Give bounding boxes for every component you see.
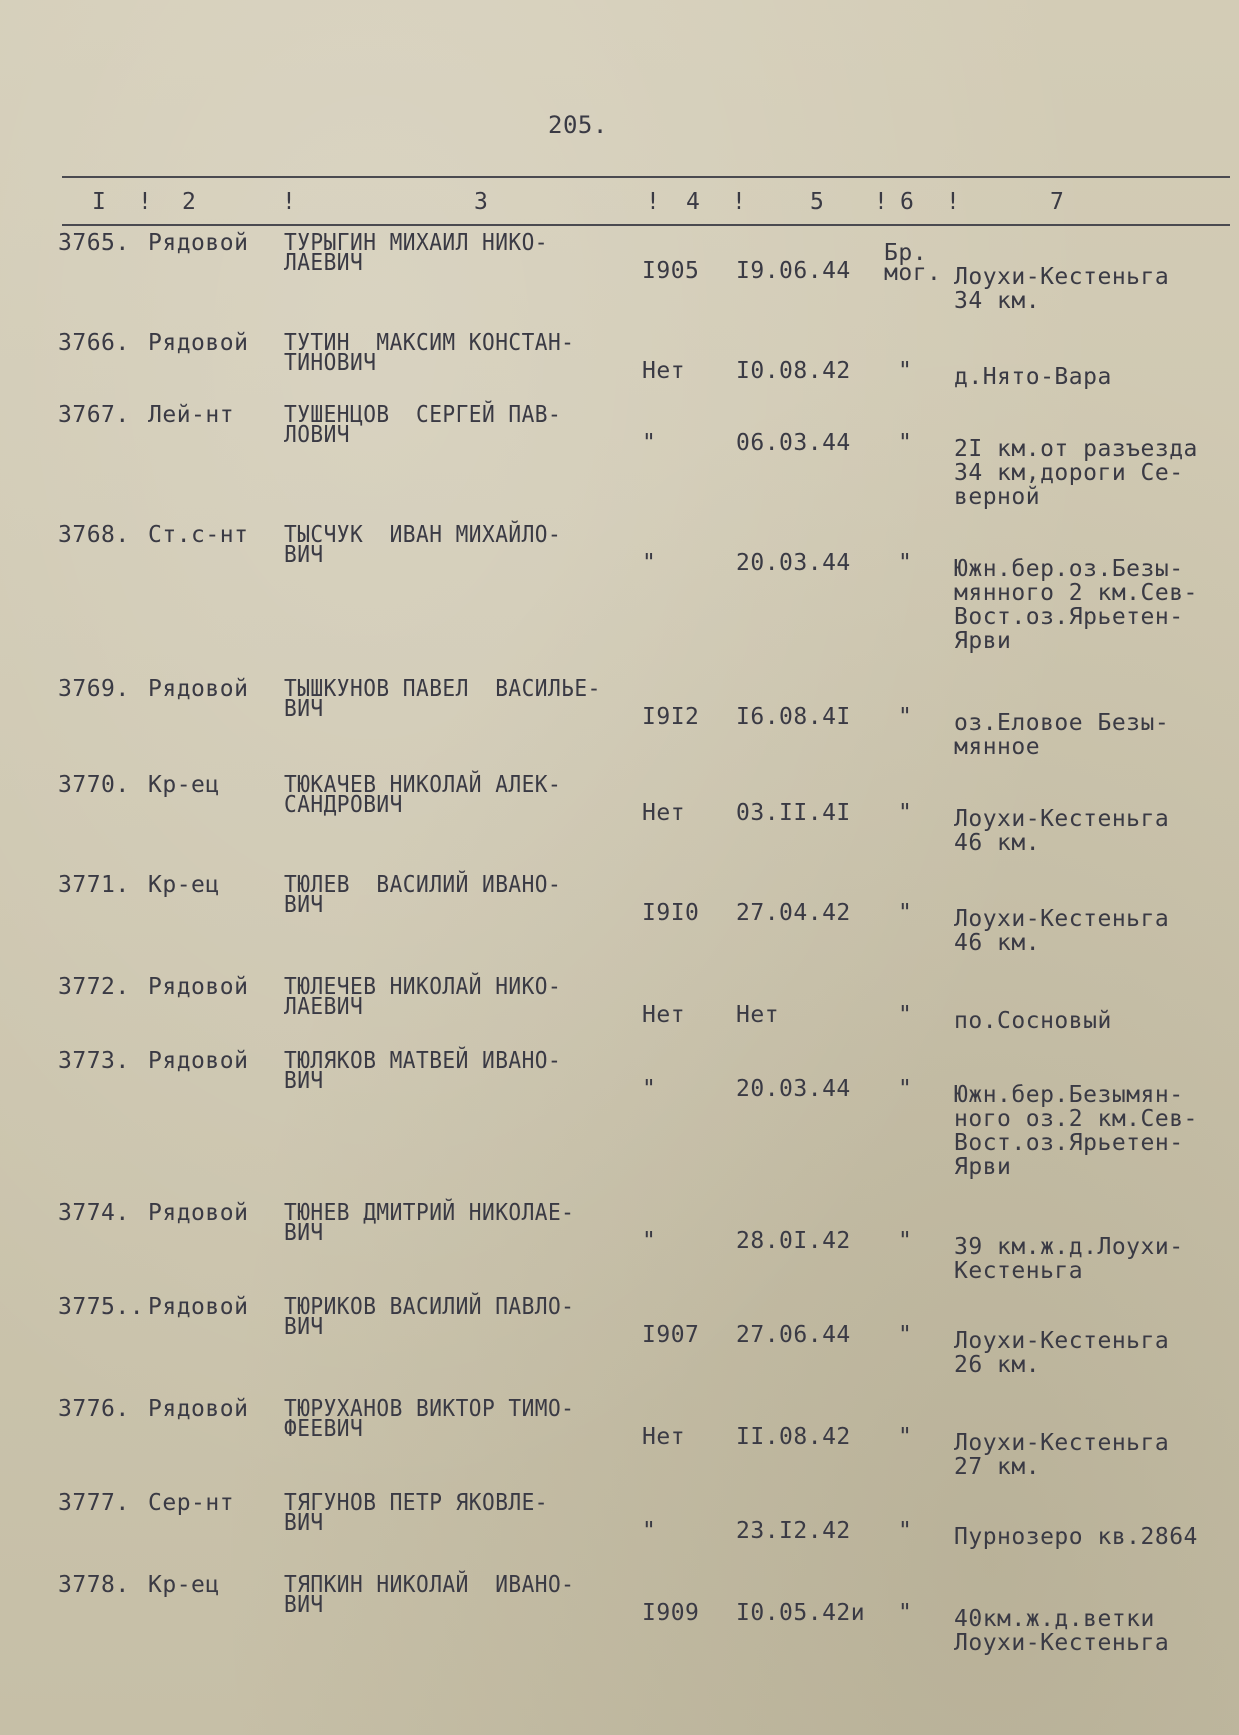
- entry-burial-place-line-3: Вост.оз.Ярьетен-: [954, 604, 1184, 630]
- entry-death-date: I6.08.4I: [736, 704, 851, 730]
- entry-burial-place-line-1: по.Сосновый: [954, 1008, 1112, 1034]
- entry-birth-year: I905: [642, 258, 700, 284]
- header-sep: !: [874, 189, 889, 215]
- header-sep: !: [646, 189, 661, 215]
- entry-burial-place-line-2: мянное: [954, 734, 1041, 760]
- entry-burial-place-line-1: Южн.бер.Безымян-: [954, 1082, 1184, 1108]
- entry-number: 3768.: [58, 522, 130, 548]
- entry-burial-place-line-1: 40км.ж.д.ветки: [954, 1606, 1155, 1632]
- entry-burial-place-line-1: Лоухи-Кестеньга: [954, 264, 1170, 290]
- header-rule-bottom: [62, 224, 1230, 226]
- entry-burial-place-line-4: Ярви: [954, 628, 1012, 654]
- entry-number: 3769.: [58, 676, 130, 702]
- entry-name-line-1: ТЮЛЯКОВ МАТВЕЙ ИВАНО-: [284, 1048, 562, 1074]
- entry-rank: Ст.с-нт: [148, 522, 249, 548]
- entry-rank: Рядовой: [148, 1396, 249, 1422]
- entry-name-line-1: ТЮРИКОВ ВАСИЛИЙ ПАВЛО-: [284, 1294, 575, 1320]
- entry-number: 3770.: [58, 772, 130, 798]
- entry-birth-year: I907: [642, 1322, 700, 1348]
- entry-number: 3766.: [58, 330, 130, 356]
- entry-birth-year: ": [642, 550, 657, 576]
- entry-number: 3765.: [58, 230, 130, 256]
- entry-name-line-2: ВИЧ: [284, 1314, 324, 1340]
- entry-number: 3771.: [58, 872, 130, 898]
- entry-number: 3777.: [58, 1490, 130, 1516]
- entry-name-line-2: ВИЧ: [284, 1220, 324, 1246]
- entry-name-line-2: ВИЧ: [284, 542, 324, 568]
- entry-number: 3767.: [58, 402, 130, 428]
- header-col-7: 7: [1050, 189, 1065, 215]
- entry-grave: ": [898, 1322, 913, 1348]
- entry-grave: ": [898, 1228, 913, 1254]
- entry-name-line-2: ВИЧ: [284, 1068, 324, 1094]
- entry-burial-place-line-2: Кестеньга: [954, 1258, 1084, 1284]
- entry-rank: Рядовой: [148, 330, 249, 356]
- entry-burial-place-line-1: Лоухи-Кестеньга: [954, 1328, 1170, 1354]
- entry-death-date: 27.06.44: [736, 1322, 851, 1348]
- entry-death-date: 20.03.44: [736, 550, 851, 576]
- entry-rank: Кр-ец: [148, 872, 220, 898]
- entry-rank: Рядовой: [148, 676, 249, 702]
- entry-birth-year: Нет: [642, 800, 686, 826]
- entry-grave: ": [898, 900, 913, 926]
- entry-grave: ": [898, 550, 913, 576]
- entry-burial-place-line-3: верной: [954, 484, 1041, 510]
- entry-birth-year: Нет: [642, 358, 686, 384]
- entry-name-line-2: ЛАЕВИЧ: [284, 250, 364, 276]
- entry-burial-place-line-2: 26 км.: [954, 1352, 1041, 1378]
- header-col-5: 5: [810, 189, 825, 215]
- entry-rank: Рядовой: [148, 1294, 249, 1320]
- entry-name-line-2: ЛАЕВИЧ: [284, 994, 364, 1020]
- entry-death-date: I0.08.42: [736, 358, 851, 384]
- entry-burial-place-line-1: Южн.бер.оз.Безы-: [954, 556, 1184, 582]
- header-sep: !: [138, 189, 153, 215]
- header-sep: !: [946, 189, 961, 215]
- entry-name-line-1: ТЯПКИН НИКОЛАЙ ИВАНО-: [284, 1572, 575, 1598]
- entry-name-line-1: ТУРЫГИН МИХАИЛ НИКО-: [284, 230, 548, 256]
- entry-name-line-2: ТИНОВИЧ: [284, 350, 377, 376]
- entry-name-line-2: ВИЧ: [284, 1592, 324, 1618]
- entry-death-date: 06.03.44: [736, 430, 851, 456]
- entry-name-line-1: ТЮРУХАНОВ ВИКТОР ТИМО-: [284, 1396, 575, 1422]
- entry-number: 3778.: [58, 1572, 130, 1598]
- entry-burial-place-line-4: Ярви: [954, 1154, 1012, 1180]
- entry-death-date: 27.04.42: [736, 900, 851, 926]
- header-col-6: 6: [900, 189, 915, 215]
- entry-grave: ": [898, 800, 913, 826]
- entry-grave: ": [898, 1518, 913, 1544]
- entry-burial-place-line-2: мянного 2 км.Сев-: [954, 580, 1198, 606]
- entry-rank: Рядовой: [148, 1200, 249, 1226]
- entry-death-date: 28.0I.42: [736, 1228, 851, 1254]
- entry-death-date: I0.05.42и: [736, 1600, 866, 1626]
- header-col-1: I: [92, 189, 107, 215]
- entry-grave: ": [898, 430, 913, 456]
- header-sep: !: [282, 189, 297, 215]
- entry-death-date: I9.06.44: [736, 258, 851, 284]
- entry-name-line-1: ТЮНЕВ ДМИТРИЙ НИКОЛАЕ-: [284, 1200, 575, 1226]
- entry-name-line-1: ТЮЛЕВ ВАСИЛИЙ ИВАНО-: [284, 872, 562, 898]
- entry-burial-place-line-2: ного оз.2 км.Сев-: [954, 1106, 1198, 1132]
- entry-death-date: 03.II.4I: [736, 800, 851, 826]
- entry-grave-line-1: Бр.: [884, 240, 928, 266]
- entry-grave-line-2: мог.: [884, 260, 942, 286]
- entry-birth-year: Нет: [642, 1424, 686, 1450]
- entry-burial-place-line-1: Лоухи-Кестеньга: [954, 806, 1170, 832]
- entry-number: 3773.: [58, 1048, 130, 1074]
- entry-grave: ": [898, 358, 913, 384]
- entry-birth-year: ": [642, 430, 657, 456]
- entry-birth-year: I909: [642, 1600, 700, 1626]
- entry-rank: Кр-ец: [148, 1572, 220, 1598]
- entry-number: 3776.: [58, 1396, 130, 1422]
- entry-birth-year: ": [642, 1076, 657, 1102]
- entry-burial-place-line-3: Вост.оз.Ярьетен-: [954, 1130, 1184, 1156]
- entry-name-line-1: ТЮЛЕЧЕВ НИКОЛАЙ НИКО-: [284, 974, 562, 1000]
- entry-birth-year: ": [642, 1228, 657, 1254]
- entry-burial-place-line-1: 2I км.от разъезда: [954, 436, 1198, 462]
- header-sep: !: [732, 189, 747, 215]
- entry-name-line-1: ТЫСЧУК ИВАН МИХАЙЛО-: [284, 522, 562, 548]
- entry-name-line-1: ТЯГУНОВ ПЕТР ЯКОВЛЕ-: [284, 1490, 548, 1516]
- header-col-3: 3: [474, 189, 489, 215]
- entry-rank: Рядовой: [148, 230, 249, 256]
- header-col-2: 2: [182, 189, 197, 215]
- entry-birth-year: I9I2: [642, 704, 700, 730]
- entry-name-line-1: ТЫШКУНОВ ПАВЕЛ ВАСИЛЬЕ-: [284, 676, 601, 702]
- entry-name-line-2: ВИЧ: [284, 892, 324, 918]
- entry-burial-place-line-1: Лоухи-Кестеньга: [954, 906, 1170, 932]
- entry-death-date: 20.03.44: [736, 1076, 851, 1102]
- entry-rank: Рядовой: [148, 1048, 249, 1074]
- entry-rank: Кр-ец: [148, 772, 220, 798]
- entry-grave: ": [898, 1424, 913, 1450]
- entry-death-date: 23.I2.42: [736, 1518, 851, 1544]
- entry-burial-place-line-2: 46 км.: [954, 930, 1041, 956]
- entry-grave: ": [898, 1076, 913, 1102]
- entry-burial-place-line-1: Пурнозеро кв.2864: [954, 1524, 1198, 1550]
- entry-burial-place-line-1: оз.Еловое Безы-: [954, 710, 1170, 736]
- entry-name-line-1: ТУТИН МАКСИМ КОНСТАН-: [284, 330, 575, 356]
- entry-burial-place-line-2: 34 км,дороги Се-: [954, 460, 1184, 486]
- page-number: 205.: [548, 111, 608, 139]
- entry-grave: ": [898, 1002, 913, 1028]
- entry-burial-place-line-2: 34 км.: [954, 288, 1041, 314]
- entry-number: 3775..: [58, 1294, 145, 1320]
- entry-name-line-2: САНДРОВИЧ: [284, 792, 403, 818]
- entry-death-date: II.08.42: [736, 1424, 851, 1450]
- entry-rank: Рядовой: [148, 974, 249, 1000]
- entry-name-line-2: ВИЧ: [284, 1510, 324, 1536]
- entry-birth-year: Нет: [642, 1002, 686, 1028]
- entry-number: 3774.: [58, 1200, 130, 1226]
- entry-name-line-2: ВИЧ: [284, 696, 324, 722]
- entry-name-line-1: ТУШЕНЦОВ СЕРГЕЙ ПАВ-: [284, 402, 562, 428]
- entry-death-date: Нет: [736, 1002, 780, 1028]
- entry-burial-place-line-1: Лоухи-Кестеньга: [954, 1430, 1170, 1456]
- entry-burial-place-line-2: 27 км.: [954, 1454, 1041, 1480]
- entry-birth-year: ": [642, 1518, 657, 1544]
- entry-name-line-2: ЛОВИЧ: [284, 422, 351, 448]
- entry-grave: ": [898, 704, 913, 730]
- entry-number: 3772.: [58, 974, 130, 1000]
- entry-burial-place-line-2: 46 км.: [954, 830, 1041, 856]
- entry-burial-place-line-2: Лоухи-Кестеньга: [954, 1630, 1170, 1656]
- entry-rank: Сер-нт: [148, 1490, 235, 1516]
- entry-grave: ": [898, 1600, 913, 1626]
- entry-burial-place-line-1: 39 км.ж.д.Лоухи-: [954, 1234, 1184, 1260]
- entry-name-line-1: ТЮКАЧЕВ НИКОЛАЙ АЛЕК-: [284, 772, 562, 798]
- entry-birth-year: I9I0: [642, 900, 700, 926]
- header-col-4: 4: [686, 189, 701, 215]
- entry-burial-place-line-1: д.Нято-Вара: [954, 364, 1112, 390]
- entry-name-line-2: ФЕЕВИЧ: [284, 1416, 364, 1442]
- entry-rank: Лей-нт: [148, 402, 235, 428]
- header-rule-top: [62, 176, 1230, 178]
